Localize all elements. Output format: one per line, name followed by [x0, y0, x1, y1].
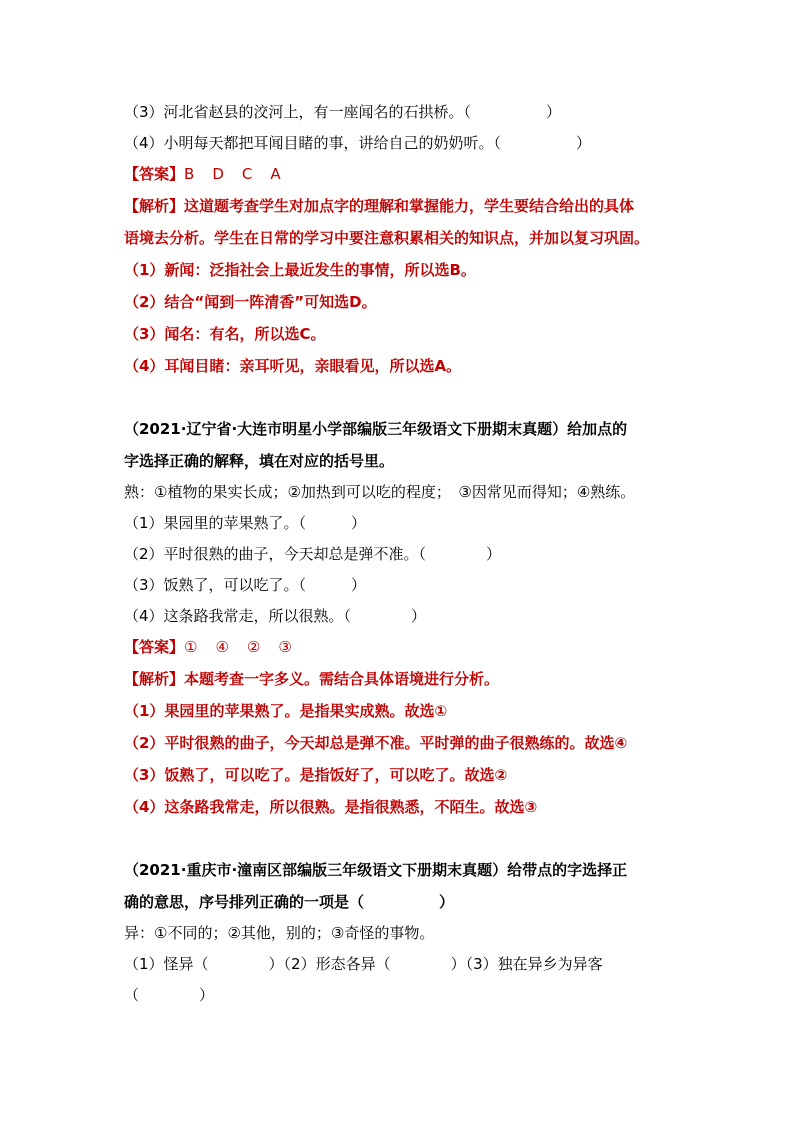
- answer-option: A: [270, 165, 281, 183]
- question-line: （1）怪异（ ）（2）形态各异（ ）（3）独在异乡为异客: [124, 955, 603, 973]
- spacer: [124, 382, 684, 413]
- question-title: （2021·重庆市·潼南区部编版三年级语文下册期末真题）给带点的字选择正: [124, 861, 628, 879]
- question-title: 确的意思，序号排列正确的一项是（ ）: [124, 893, 455, 911]
- explanation-2: （2）结合“闻到一阵清香”可知选D。: [124, 293, 377, 311]
- answer-option: ①: [184, 638, 198, 656]
- answer-option: ③: [278, 638, 292, 656]
- question-3: （3）河北省赵县的洨河上，有一座闻名的石拱桥。（ ）: [124, 103, 562, 121]
- question-title: 字选择正确的解释，填在对应的括号里。: [124, 452, 395, 470]
- answer-option: D: [212, 165, 224, 183]
- answer-option: C: [241, 165, 253, 183]
- question-2: （2）平时很熟的曲子，今天却总是弹不准。（ ）: [124, 545, 502, 563]
- answer-option: ④: [215, 638, 229, 656]
- answer-line: [124, 159, 684, 190]
- analysis-text: 语境去分析。学生在日常的学习中要注意积累相关的知识点，并加以复习巩固。: [124, 229, 650, 247]
- analysis-text: 本题考查一字多义。需结合具体语境进行分析。: [184, 670, 500, 688]
- explanation-2: （2）平时很熟的曲子，今天却总是弹不准。平时弹的曲子很熟练的。故选④: [124, 734, 628, 752]
- analysis-line: [124, 663, 684, 695]
- analysis-text: 这道题考查学生对加点字的理解和掌握能力，学生要结合给出的具体: [184, 197, 635, 215]
- explanation-3: （3）闻名：有名，所以选C。: [124, 325, 326, 343]
- question-title: （2021·辽宁省·大连市明星小学部编版三年级语文下册期末真题）给加点的: [124, 420, 628, 438]
- analysis-label: 【解析】: [124, 197, 185, 215]
- answer-line: [124, 632, 684, 663]
- document-content: [124, 97, 684, 1011]
- question-1: （1）果园里的苹果熟了。（ ）: [124, 514, 367, 532]
- answer-label: 【答案】: [124, 165, 185, 183]
- definition: 异：①不同的；②其他，别的；③奇怪的事物。: [124, 924, 435, 942]
- explanation-4: （4）这条路我常走，所以很熟。是指很熟悉，不陌生。故选③: [124, 798, 538, 816]
- question-4: （4）这条路我常走，所以很熟。（ ）: [124, 607, 427, 625]
- answer-option: B: [184, 165, 195, 183]
- explanation-1: （1）新闻：泛指社会上最近发生的事情，所以选B。: [124, 261, 476, 279]
- definition: 熟：①植物的果实长成；②加热到可以吃的程度； ③因常见而得知；④熟练。: [124, 483, 636, 501]
- explanation-4: （4）耳闻目睹：亲耳听见，亲眼看见，所以选A。: [124, 357, 462, 375]
- explanation-1: （1）果园里的苹果熟了。是指果实成熟。故选①: [124, 702, 448, 720]
- question-4: （4）小明每天都把耳闻目睹的事，讲给自己的奶奶听。（ ）: [124, 134, 592, 152]
- answer-label: 【答案】: [124, 638, 185, 656]
- answer-option: ②: [246, 638, 261, 656]
- analysis-label: 【解析】: [124, 670, 185, 688]
- explanation-3: （3）饭熟了，可以吃了。是指饭好了，可以吃了。故选②: [124, 766, 508, 784]
- question-3: （3）饭熟了，可以吃了。（ ）: [124, 576, 367, 594]
- spacer: [124, 823, 684, 854]
- question-tail: （ ）: [124, 986, 215, 1004]
- analysis-line: [124, 190, 684, 222]
